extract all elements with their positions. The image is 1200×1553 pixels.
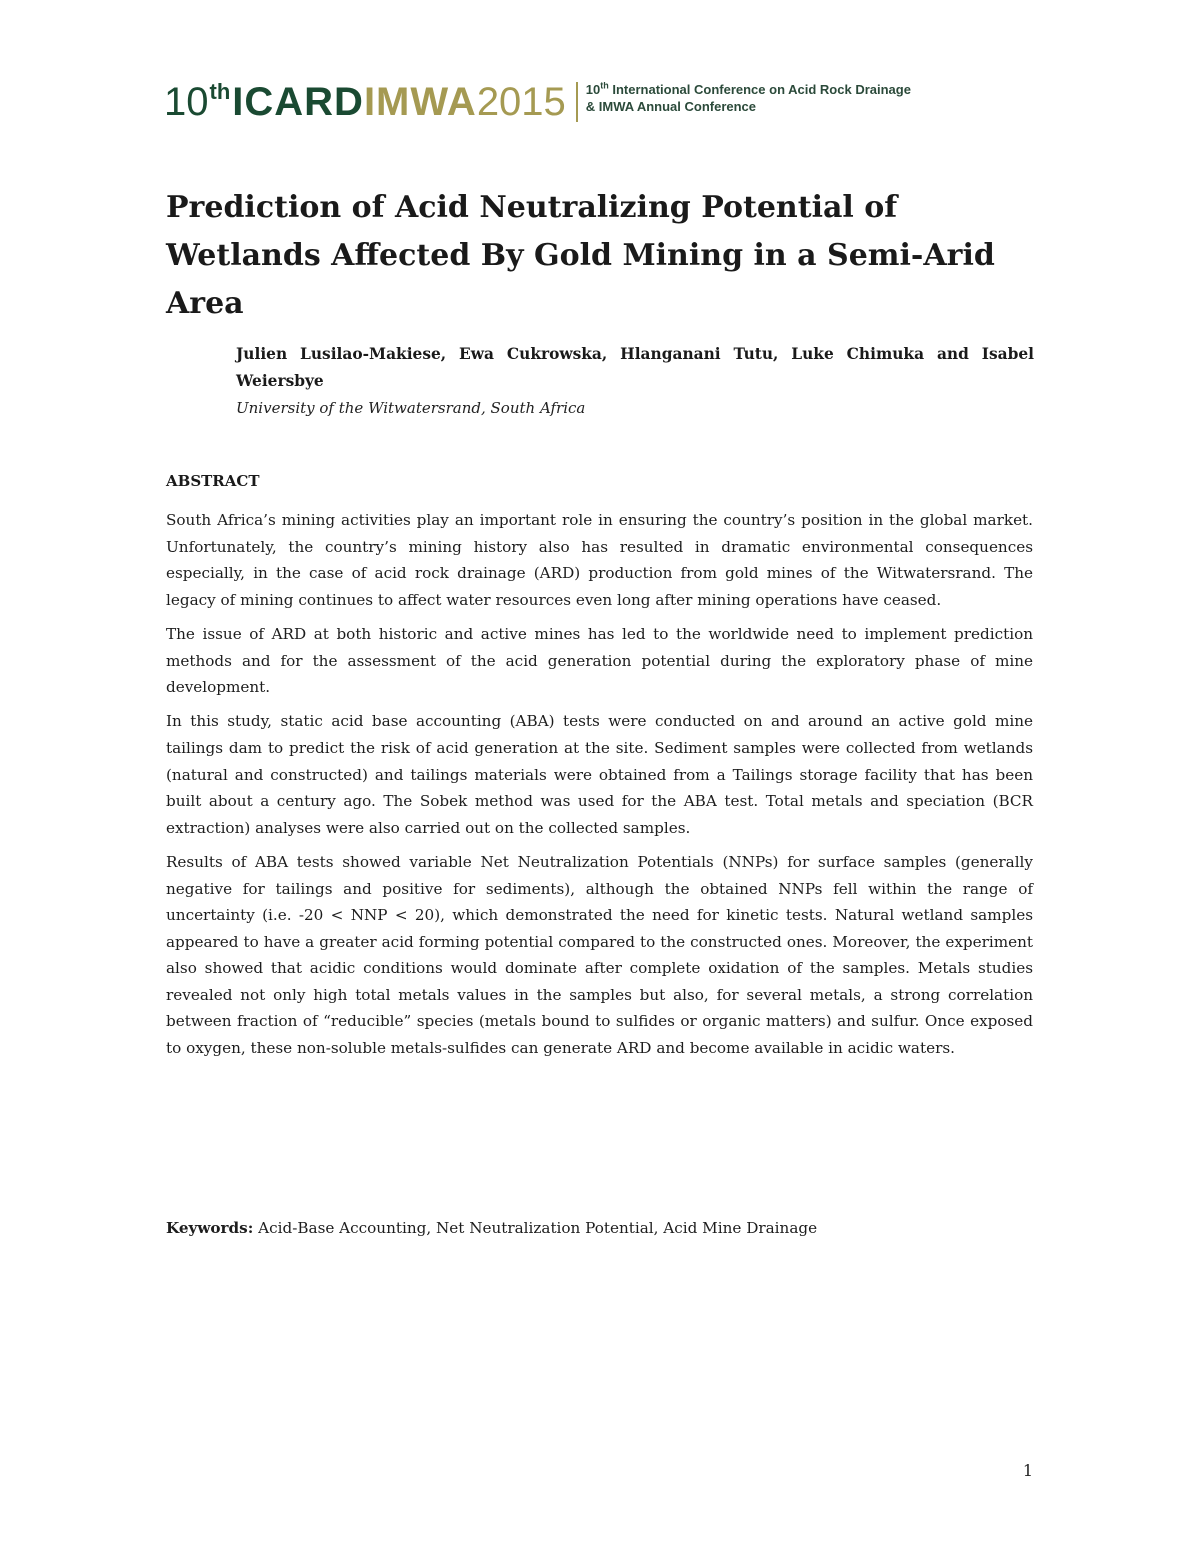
- keywords-text: Acid-Base Accounting, Net Neutralization Potential, Acid Mine Drainage: [253, 1219, 818, 1237]
- paper-affiliation: University of the Witwatersrand, South Africa: [236, 399, 586, 417]
- abstract-heading: ABSTRACT: [166, 472, 260, 490]
- abstract-paragraph: The issue of ARD at both historic and active mines has led to the worldwide need to implement prediction methods and for the assessment of the acid generation potential during the exploratory phase of mine development.: [166, 624, 1033, 697]
- conference-ordinal-suffix: th: [600, 80, 609, 91]
- abstract-body: [166, 507, 1033, 1069]
- logo-imwa: IMWA: [363, 80, 477, 124]
- conference-name-line1: [586, 81, 911, 98]
- paper-authors: Julien Lusilao-Makiese, Ewa Cukrowska, Hlanganani Tutu, Luke Chimuka and Isabel Weiersbye: [236, 345, 1034, 390]
- conference-logo: [164, 78, 911, 126]
- logo-divider: [576, 82, 578, 122]
- logo-ordinal-suffix: th: [209, 79, 231, 104]
- logo-icard: ICARD: [232, 80, 364, 124]
- page-number: 1: [1022, 1461, 1033, 1480]
- conference-ordinal: 10: [585, 82, 601, 97]
- conference-name-text: International Conference on Acid Rock Drainage: [608, 82, 911, 97]
- keywords: [166, 1215, 1033, 1242]
- conference-name: [586, 81, 911, 115]
- logo-ordinal: 10: [164, 80, 209, 124]
- abstract-paragraph: South Africa’s mining activities play an important role in ensuring the country’s position in the global market. Unfortunately, the country’s mining history also has resulted in dramatic environmental consequences especially, in the case of acid rock drainage (ARD) production from gold mines of the Witwatersrand. The legacy of mining continues to affect water resources even long after mining operations have ceased.: [166, 511, 1033, 609]
- abstract-paragraph: Results of ABA tests showed variable Net Neutralization Potentials (NNPs) for surface samples (generally negative for tailings and positive for sediments), although the obtained NNPs fell within the range of uncertainty (i.e. -20 < NNP < 20), which demonstrated the need for kinetic tests. Natural wetland samples appeared to have a greater acid forming potential compared to the constructed ones. Moreover, the experiment also showed that acidic conditions would dominate after complete oxidation of the samples. Metals studies revealed not only high total metals values in the samples but also, for several metals, a strong correlation between fraction of “reducible” species (metals bound to sulfides or organic matters) and sulfur. Once exposed to oxygen, these non-soluble metals-sulfides can generate ARD and become available in acidic waters.: [166, 852, 1033, 1058]
- logo-year: 2015: [476, 80, 566, 124]
- keywords-label: Keywords:: [166, 1219, 254, 1237]
- abstract-paragraph: In this study, static acid base accounting (ABA) tests were conducted on and around an active gold mine tailings dam to predict the risk of acid generation at the site. Sediment samples were collected from wetlands (natural and constructed) and tailings materials were obtained from a Tailings storage facility that has been built about a century ago. The Sobek method was used for the ABA test. Total metals and speciation (BCR extraction) analyses were also carried out on the collected samples.: [166, 712, 1033, 837]
- conference-name-line2: & IMWA Annual Conference: [585, 99, 757, 114]
- paper-title: Prediction of Acid Neutralizing Potential of Wetlands Affected By Gold Mining in a Semi-Arid Area: [166, 190, 995, 321]
